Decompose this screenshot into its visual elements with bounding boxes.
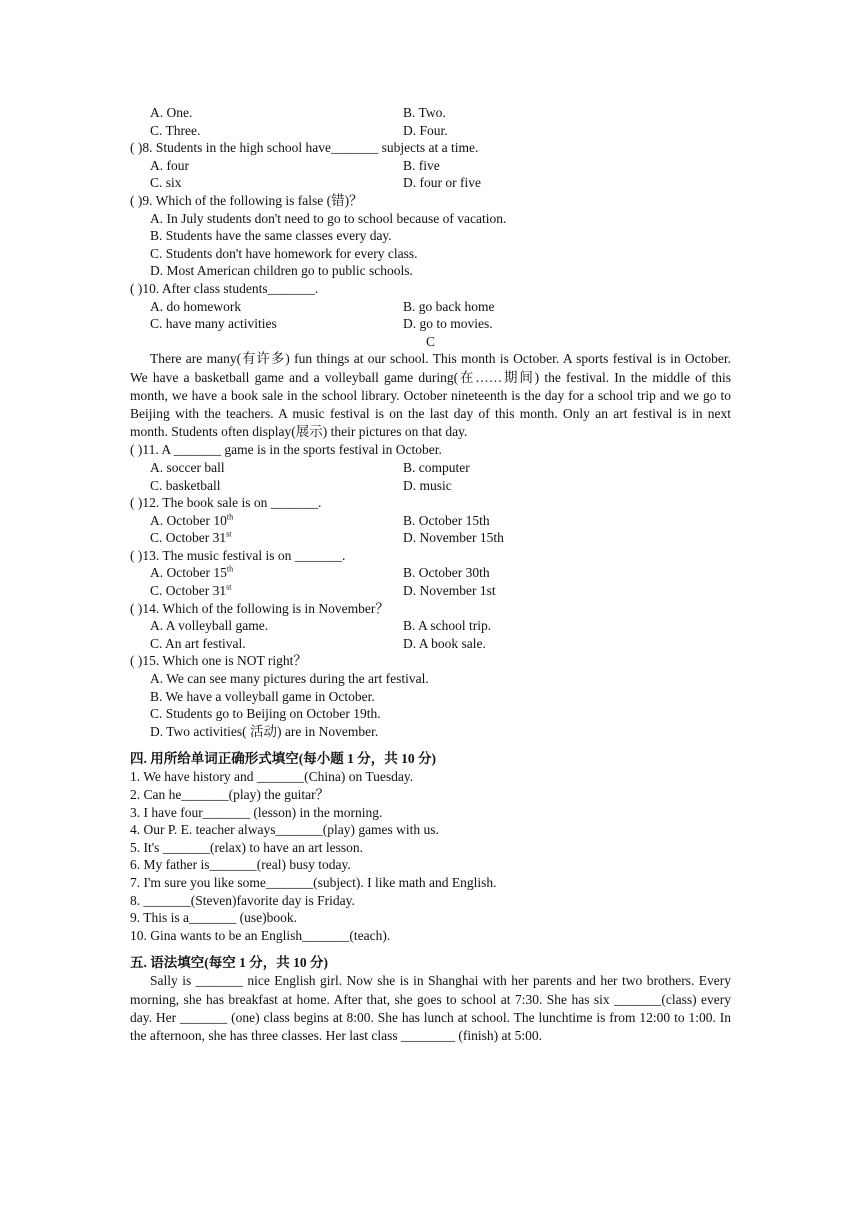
section4-items [130, 768, 731, 944]
q12-option-c-text: C. October 31 [150, 530, 227, 546]
q10-question: ( )10. After class students_______. [130, 280, 319, 296]
q11-question: ( )11. A _______ game is in the sports festival in October. [130, 442, 442, 458]
section4-item: 8. _______(Steven)favorite day is Friday. [130, 892, 355, 908]
q9-option-d: D. Most American children go to public schools. [150, 263, 413, 279]
passage-c-text: There are many(有许多) fun things at our school. This month is October. A sports festival is in October. We have a basketball game and a volleyball game during(在……期间) the festival. In the middle of this month, we have a book sale in the school library. October nineteenth is the day for a school trip and we go to Beijing with the teachers. A music festival is on the last day of this month. Only an art festival is in next month. Students often display(展示) their pictures on that day. [130, 351, 731, 440]
q12-option-d: D. November 15th [403, 530, 504, 546]
q13-option-c-sup: st [226, 582, 232, 592]
q14-option-d: D. A book sale. [403, 635, 486, 651]
section4-item: 1. We have history and _______(China) on Tuesday. [130, 769, 414, 785]
section4-item: 3. I have four_______ (lesson) in the morning. [130, 804, 383, 820]
q8-option-d: D. four or five [403, 175, 481, 191]
q14-options-row2 [130, 635, 731, 653]
q8-question: ( )8. Students in the high school have_______ subjects at a time. [130, 140, 479, 156]
q7-option-a: A. One. [150, 105, 193, 120]
q10-option-c: C. have many activities [150, 316, 277, 332]
section4-item: 5. It's _______(relax) to have an art lesson. [130, 839, 363, 855]
q7-option-d: D. Four. [403, 122, 448, 138]
q11-option-c: C. basketball [150, 477, 221, 493]
q14-option-b: B. A school trip. [403, 618, 492, 634]
q9-option-c: C. Students don't have homework for every class. [150, 245, 418, 261]
q11-options-row1 [130, 459, 731, 477]
q12-options-row1 [130, 512, 731, 530]
q13-options-row2 [130, 582, 731, 600]
q14-options-row1 [130, 617, 731, 635]
q12-option-a [150, 512, 233, 530]
section4-item: 4. Our P. E. teacher always_______(play) games with us. [130, 822, 439, 838]
q11-options-row2 [130, 477, 731, 495]
q7-option-b: B. Two. [403, 105, 446, 120]
q9-option-b: B. Students have the same classes every day. [150, 228, 392, 244]
section4-item: 6. My father is_______(real) busy today. [130, 857, 351, 873]
q15-option-d: D. Two activities( 活动) are in November. [150, 723, 379, 739]
q10-option-b: B. go back home [403, 298, 495, 314]
q10-options-row1 [130, 298, 731, 316]
section5-title: 五. 语法填空(每空 1 分，共 10 分) [130, 955, 328, 971]
section-gap [130, 740, 731, 750]
q13-option-c [150, 582, 231, 600]
q7-options-row2 [130, 122, 731, 140]
q8-option-c: C. six [150, 175, 182, 191]
q13-option-a-sup: th [226, 564, 234, 574]
section4-item: 9. This is a_______ (use)book. [130, 910, 297, 926]
q8-options-row2 [130, 174, 731, 192]
q10-option-d: D. go to movies. [403, 316, 493, 332]
q11-option-a: A. soccer ball [150, 459, 225, 475]
q12-question: ( )12. The book sale is on _______. [130, 495, 322, 511]
q10-options-row2 [130, 315, 731, 333]
q13-question: ( )13. The music festival is on _______. [130, 547, 346, 563]
q12-option-b: B. October 15th [403, 512, 490, 528]
q8-option-a: A. four [150, 157, 189, 173]
q12-option-c-sup: st [226, 529, 232, 539]
section4-item: 10. Gina wants to be an English_______(teach). [130, 927, 391, 943]
q10-option-a: A. do homework [150, 298, 242, 314]
passage-label: C [425, 333, 435, 349]
q9-option-a: A. In July students don't need to go to school because of vacation. [150, 210, 507, 226]
q15-option-a: A. We can see many pictures during the art festival. [150, 671, 429, 687]
q13-option-b: B. October 30th [403, 565, 490, 581]
q12-options-row2 [130, 529, 731, 547]
q15-option-c: C. Students go to Beijing on October 19th. [150, 706, 381, 722]
q15-option-b: B. We have a volleyball game in October. [150, 688, 375, 704]
q15-question: ( )15. Which one is NOT right？ [130, 653, 307, 669]
q13-option-a-text: A. October 15 [150, 565, 227, 581]
section4-title: 四. 用所给单词正确形式填空(每小题 1 分，共 10 分) [130, 751, 436, 767]
q13-option-d: D. November 1st [403, 583, 496, 599]
q9-question: ( )9. Which of the following is false (错)？ [130, 192, 363, 208]
q12-option-c [150, 529, 231, 547]
q12-option-a-text: A. October 10 [150, 512, 227, 528]
q7-options-row1 [130, 104, 731, 122]
q13-option-a [150, 564, 233, 582]
q14-option-a: A. A volleyball game. [150, 618, 269, 634]
section4-item: 7. I'm sure you like some_______(subject). I like math and English. [130, 874, 497, 890]
q8-options-row1 [130, 157, 731, 175]
q7-option-c: C. Three. [150, 122, 201, 138]
q12-option-a-sup: th [226, 512, 234, 522]
q8-option-b: B. five [403, 157, 440, 173]
section4-item: 2. Can he_______(play) the guitar？ [130, 787, 330, 803]
q13-option-c-text: C. October 31 [150, 583, 227, 599]
q14-option-c: C. An art festival. [150, 635, 246, 651]
q14-question: ( )14. Which of the following is in November？ [130, 600, 389, 616]
section5-text: Sally is _______ nice English girl. Now she is in Shanghai with her parents and her two brothers. Every morning, she has breakfast at home. After that, she goes to school at 7:30. She has six _______(class) every day. Her _______ (one) class begins at 8:00. She has lunch at school. The lunchtime is from 12:00 to 1:00. In the afternoon, she has three classes. Her last class ________ (finish) at 5:00. [130, 973, 731, 1043]
q11-option-d: D. music [403, 477, 452, 493]
q11-option-b: B. computer [403, 459, 470, 475]
exam-page [130, 104, 731, 1045]
section-gap [130, 944, 731, 954]
q13-options-row1 [130, 564, 731, 582]
